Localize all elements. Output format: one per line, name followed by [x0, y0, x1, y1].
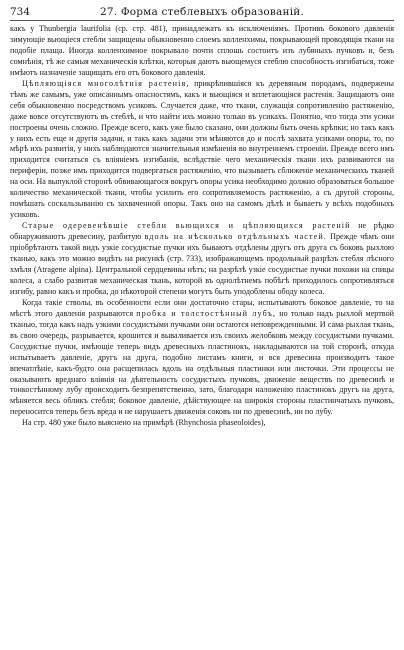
body-text — [10, 24, 394, 429]
paragraph — [10, 298, 394, 418]
spaced-emphasis-text: Старые одеревенѣвшіе стебли вьющихся и цѣпляющихся растеній — [22, 221, 351, 231]
page-header — [10, 6, 394, 21]
paragraph-text: какъ у Thunbergia laurifolia (ср. стр. 481), принадлежатъ къ исключеніямъ. Противъ бокового давленія зимующіе вьющіеся стебли защищены обыкновенно слоемъ колленхимы, покрывающей проводящія ткани на подобіе плаща. Иногда колленхимное покрывало почти сплошь состоитъ изъ лубяныхъ пучковъ и, безъ сомнѣнія, тѣ же самыя механическія клѣтки, которыя даютъ вьющемуся стеблю способность изгибаться, тоже имѣютъ назначеніе защищать его отъ бокового давленія. — [10, 24, 394, 77]
paragraph — [10, 221, 394, 298]
page-number: 734 — [10, 6, 31, 18]
spaced-emphasis-text: вдоль на нѣсколько отдѣльныхъ частей. — [144, 232, 327, 242]
spaced-emphasis-text: пробка и толстостѣнный лубъ, — [136, 308, 277, 318]
paragraph-text: не рѣдко обнаруживаютъ древесину, разбитую — [10, 221, 394, 242]
paragraph-text: Прежде чѣмъ они пріобрѣтаютъ такой видъ узкіе сосудистые пучки ихъ бываютъ отдѣлены другъ отъ друга съ боковъ рыхлою тканью, какъ это можно видѣть на рисункѣ (стр. 733), изображающемъ продольный разрѣзъ стебля лѣсного хмѣля (Atragene alpina). Центральной сердцевины нѣтъ; на разрѣзѣ узкіе сосудистые пучки похожи на спицы колеса, а слабо развитая механическая ткань, которой въ однолѣтнемъ побѣгѣ приходилось сопротивляться изгибу, равно какъ и пробка, до нѣкоторой степени могутъ быть уподоблены ободу колеса. — [10, 232, 394, 296]
paragraph — [10, 79, 394, 221]
paragraph — [10, 24, 394, 79]
running-title: 27. Форма стеблевыхъ образованій. — [99, 6, 304, 18]
paragraph — [10, 418, 394, 429]
paragraph-text: На стр. 480 уже было выяснено на примѣрѣ (Rhynchosia phaseoloides), — [22, 418, 266, 428]
paragraph-text: но только надъ рыхлой мертвой тканью, тогда какъ надъ узкими сосудистыми пучками они остаются неповрежденными. И сама рыхлая ткань, въ свою очередь, разрывается, крошится и вываливается изъ своихъ желобковъ между сосудистыми пучками. Сосудистые пучки, имѣющіе теперь видъ древесныхъ пластинокъ, накладываются на той сторонѣ, откуда испытываетъ давленіе, другъ на друга, подобно листамъ книги, и вся древесина производитъ такое впечатлѣніе, какъ-будто она расщепилась вдоль на отдѣльныя пластинки или листочки. Эти процессы не оказываютъ вреднаго вліянія на дѣятельность сосудистыхъ пучковъ, движеніе веществъ по древесинѣ и тонкостѣнному лубу происходитъ безпрепятственно, зато, благодаря наложенію пластинокъ другъ на друга, мѣняется весь обликъ стебля; боковое давленіе, дѣйствующее на широкія стороны пластинчатыхъ пучковъ, переносится теперь безъ вреда и не нарушаетъ движенія соковъ ни по древесинѣ, ни по лубу. — [10, 308, 394, 417]
paragraph-text: прикрѣпившіяся къ деревяным породамъ, подвержены тѣмъ же самымъ, уже описаннымъ опасностямъ, какъ и вьющіяся и вплетающіяся растенія. Защищаютъ они себя обыкновенно посредствомъ усиковъ. Случается даже, что ткани, служащія сопротивленію растяженію, даже вовсе отсутствуютъ въ стеблѣ, и что найти ихъ можно только въ усикахъ. Понятно, что тогда эти усики построены очень сложно. Прежде всего, какъ уже было сказано, они должны быть очень крѣпки; но такъ какъ у нихъ есть еще и другія задачи, и такъ какъ задачи эти мѣняются до и послѣ захвата усиками опоры, то, по мѣрѣ ихъ развитія, у нихъ наблюдаются значительныя измѣненія во внутреннемъ строеніи. Прежде всего имъ приходится считаться съ вліяніемъ изгибанія, вслѣдствіе чего механическія ткани ихъ развиваются на периферіи, позже имъ приходится подвергаться растяженію, что вызываетъ сближеніе механическихъ тканей на оси. На выпуклой сторонѣ обвивающагося вокругъ опоры усика необходимо должно образоваться большое количество механической ткани, чтобы усилить его сопротивляемость растяженію, а съ другой стороны, помѣшать соскальзыванію съ захваченной опоры. Такъ оно на самомъ дѣлѣ и бываетъ у всѣхъ подобныхъ усиковъ. — [10, 78, 394, 220]
document-page — [10, 6, 394, 429]
spaced-emphasis-text: Цѣпляющіяся многолѣтнія растенія, — [22, 78, 190, 88]
paragraph-text: Когда такіе стволы, въ особенности если они достаточно стары, испытываютъ боковое давленіе, то на мѣстѣ этого давленія разрываются — [10, 297, 394, 318]
